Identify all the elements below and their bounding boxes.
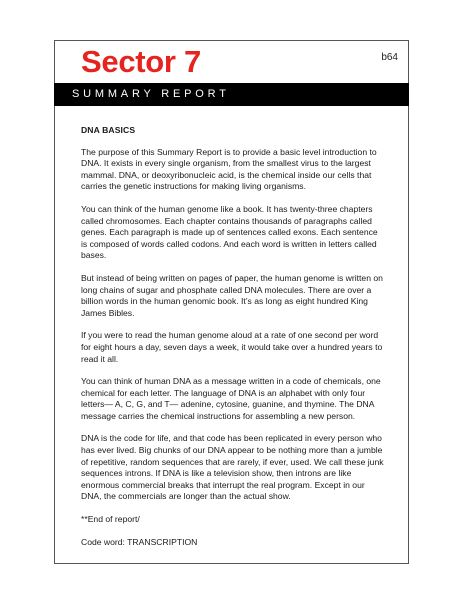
paragraph-dna-molecules: But instead of being written on pages of paper, the human genome is written on long chains of sugar and phosphate called DNA molecules. There are over a billion words in the human genomic book. It’s as long as eight hundred King James Bibles.	[81, 272, 383, 318]
section-heading: DNA BASICS	[81, 125, 136, 135]
paragraph-chemical-code: You can think of human DNA as a message written in a code of chemicals, one chemical for each letter. The language of DNA is an alphabet with only four letters— A, C, G, and T— adenine, cytosine, guanine, and thymine. The DNA message carries the chemical instructions for assembling a new person.	[81, 376, 381, 421]
paragraph-genome-book: You can think of the human genome like a book. It has twenty-three chapters called chromosomes. Each chapter contains thousands of paragraphs called genes. Each paragraph is made up of sentences called exons. Each sentence is composed of words called codons. And each word is written in letters called bases.	[81, 203, 378, 261]
paragraph-junk-dna: DNA is the code for life, and that code has been replicated in every person who has ever lived. Big chunks of our DNA appear to be nothing more than a jumble of repetitive, random sequences that are rarely, if ever, used. We call these junk sequences introns. If DNA is like a television show, then introns are like enormous commercial breaks that interrupt the real program. Except in our DNA, the commercials are longer than the actual show.	[81, 433, 384, 502]
page-code: b64	[381, 52, 398, 63]
end-of-report-note: **End of report/	[81, 514, 140, 525]
report-body	[81, 125, 386, 548]
report-banner-label: SUMMARY REPORT	[72, 88, 230, 100]
report-banner	[54, 83, 409, 106]
paragraph-reading-time: If you were to read the human genome aloud at a rate of one second per word for eight hours a day, seven days a week, it would take over a hundred years to read it all.	[81, 330, 383, 364]
document-title: Sector 7	[81, 44, 201, 79]
code-word: Code word: TRANSCRIPTION	[81, 536, 198, 547]
paragraph-intro: The purpose of this Summary Report is to provide a basic level introduction to DNA. It exists in every single organism, from the smallest virus to the largest mammal. DNA, or deoxyribonucleic acid, is the chemical inside our cells that carries the genetic instructions for making living organisms.	[81, 146, 377, 192]
